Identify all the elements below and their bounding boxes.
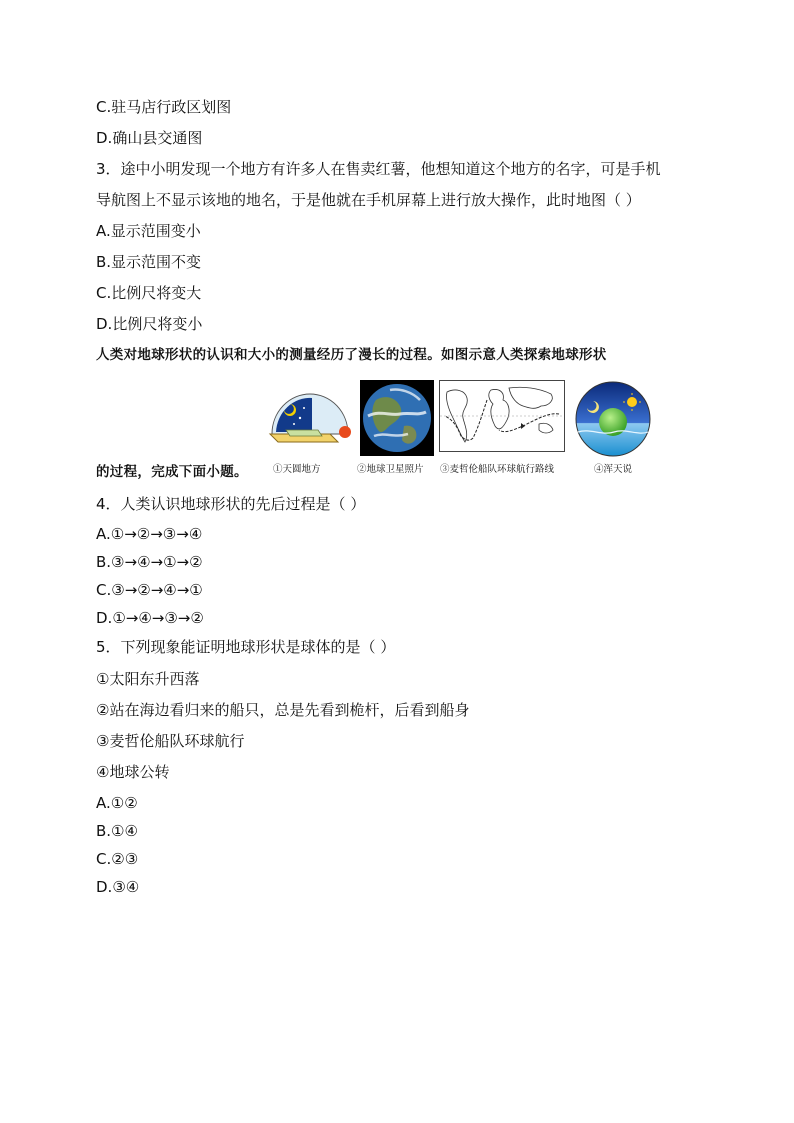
option-c-q4: C.③→②→④→① xyxy=(96,581,203,599)
question-3-stem-line-2: 导航图上不显示该地的地名，于是他就在手机屏幕上进行放大操作，此时地图（ ） xyxy=(96,191,641,209)
statement-4-q5: ④地球公转 xyxy=(96,763,170,781)
question-3-stem-line-1: 3．途中小明发现一个地方有许多人在售卖红薯，他想知道这个地方的名字，可是手机 xyxy=(96,160,661,178)
heaven-round-earth-square-icon xyxy=(266,380,352,456)
option-b-q5: B.①④ xyxy=(96,822,138,840)
question-5-stem: 5．下列现象能证明地球形状是球体的是（ ） xyxy=(96,638,396,656)
figure-caption-3: ③麦哲伦船队环球航行路线 xyxy=(440,464,555,475)
statement-2-q5: ②站在海边看归来的船只，总是先看到桅杆，后看到船身 xyxy=(96,701,470,719)
figure-caption-2: ②地球卫星照片 xyxy=(357,464,424,475)
statement-3-q5: ③麦哲伦船队环球航行 xyxy=(96,732,245,750)
option-c-q5: C.②③ xyxy=(96,850,139,868)
earth-satellite-photo-icon xyxy=(360,380,434,456)
option-a-q4: A.①→②→③→④ xyxy=(96,525,203,543)
magellan-route-map-icon xyxy=(439,380,565,452)
option-d-q3: D.比例尺将变小 xyxy=(96,315,203,333)
option-d-q2: D.确山县交通图 xyxy=(96,129,203,147)
figure-caption-4: ④浑天说 xyxy=(594,464,633,475)
figure-caption-1: ①天圆地方 xyxy=(273,464,321,475)
option-a-q3: A.显示范围变小 xyxy=(96,222,201,240)
option-c-q2: C.驻马店行政区划图 xyxy=(96,98,232,116)
option-c-q3: C.比例尺将变大 xyxy=(96,284,202,302)
option-d-q5: D.③④ xyxy=(96,878,140,896)
option-d-q4: D.①→④→③→② xyxy=(96,609,204,627)
option-b-q4: B.③→④→①→② xyxy=(96,553,203,571)
material-intro-line-2: 的过程，完成下面小题。 xyxy=(96,464,248,480)
material-intro-line-1: 人类对地球形状的认识和大小的测量经历了漫长的过程。如图示意人类探索地球形状 xyxy=(96,347,607,363)
question-4-stem: 4．人类认识地球形状的先后过程是（ ） xyxy=(96,495,366,513)
option-b-q3: B.显示范围不变 xyxy=(96,253,202,271)
option-a-q5: A.①② xyxy=(96,794,138,812)
armillary-sphere-theory-icon xyxy=(574,380,652,458)
statement-1-q5: ①太阳东升西落 xyxy=(96,670,200,688)
